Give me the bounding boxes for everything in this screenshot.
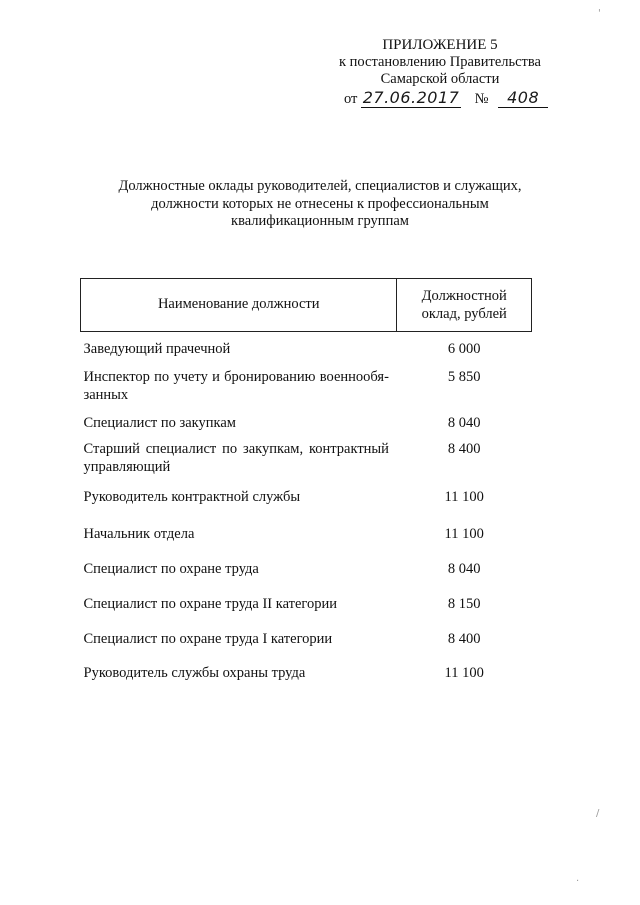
table-header-row (81, 279, 532, 332)
position-name: Старший специалист по закупкам, контрактный управляющий (83, 441, 389, 475)
scan-speck: · (576, 876, 580, 887)
appendix-line-region: Самарской области (380, 71, 500, 87)
date-prefix: от (344, 91, 358, 107)
header-salary (397, 279, 532, 332)
appendix-header (320, 37, 560, 111)
handwritten-date: 27.06.2017 (362, 88, 460, 107)
position-salary: 11 100 (444, 665, 484, 681)
table-row (81, 631, 532, 665)
position-name: Специалист по охране труда (83, 561, 259, 577)
position-name: Начальник отдела (83, 526, 195, 542)
table-row (81, 441, 532, 489)
position-salary: 8 150 (447, 596, 481, 612)
document-title (100, 178, 540, 231)
document-title-line-2: должности которых не отнесены к профессиональным (151, 195, 489, 212)
position-salary: 11 100 (444, 526, 484, 542)
position-salary: 8 040 (447, 415, 481, 431)
header-salary-line-1: Должностной (421, 288, 507, 304)
salary-table (80, 278, 532, 689)
table-row (81, 561, 532, 596)
appendix-line-decree: к постановлению Правительства (339, 54, 541, 70)
position-name: Руководитель службы охраны труда (83, 665, 306, 681)
position-salary: 8 040 (447, 561, 481, 577)
scan-speck: ' (598, 8, 601, 19)
position-name: Специалист по охране труда I категории (83, 631, 333, 647)
position-name: Руководитель контрактной службы (83, 489, 301, 505)
position-salary: 6 000 (447, 341, 481, 357)
header-position-name: Наименование должности (81, 279, 397, 332)
table-row (81, 596, 532, 631)
position-salary: 11 100 (444, 489, 484, 505)
position-name: Специалист по охране труда II категории (83, 596, 338, 612)
position-salary: 5 850 (447, 369, 481, 385)
table-row (81, 332, 532, 370)
table-row (81, 526, 532, 561)
scan-speck: / (596, 808, 600, 819)
table-row (81, 665, 532, 689)
number-prefix: № (474, 91, 489, 107)
position-name: Заведующий прачечной (83, 341, 231, 357)
header-salary-line-2: оклад, рублей (421, 306, 507, 322)
appendix-title: ПРИЛОЖЕНИЕ 5 (382, 37, 498, 53)
table-row (81, 369, 532, 415)
document-title-line-1: Должностные оклады руководителей, специалистов и служащих, (118, 178, 522, 194)
position-salary: 8 400 (447, 441, 481, 457)
handwritten-number: 408 (498, 89, 548, 108)
document-title-line-3: квалификационным группам (231, 213, 409, 229)
position-name: Специалист по закупкам (83, 415, 236, 431)
table-row (81, 415, 532, 441)
table-row (81, 489, 532, 526)
position-name: Инспектор по учету и бронированию военнообя-занных (83, 369, 389, 403)
decree-date-number (320, 89, 560, 111)
position-salary: 8 400 (447, 631, 481, 647)
